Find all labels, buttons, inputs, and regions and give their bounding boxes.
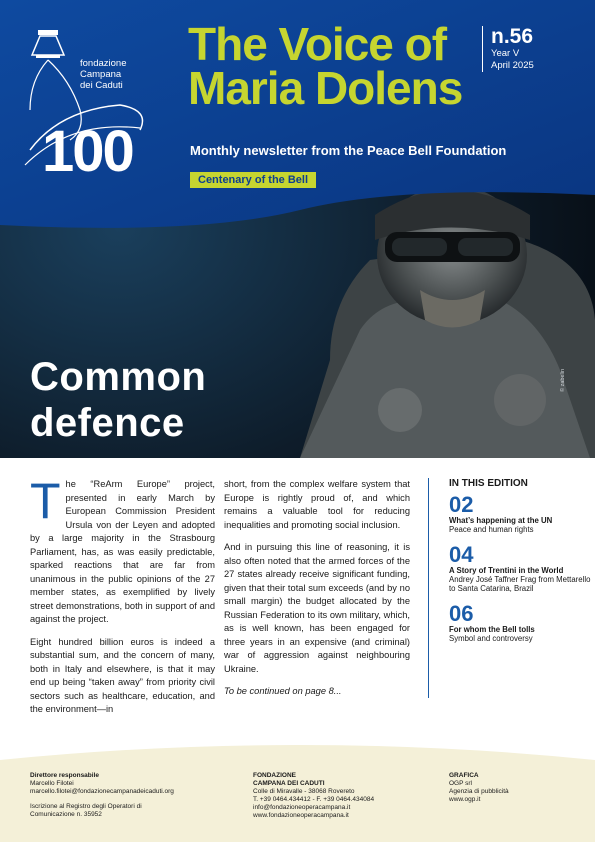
headline-line: defence bbox=[30, 401, 185, 445]
article-paragraph: Eight hundred billion euros is indeed a substantial sum, and the concern of many, both in Italy and elsewhere, is that it may end up being “taken away” from priority civil sectors such as healthcare, education, and the environment—in bbox=[30, 636, 215, 714]
newsletter-title bbox=[188, 18, 463, 114]
edition-item-title: A Story of Trentini in the World bbox=[449, 566, 564, 575]
continued-link[interactable]: To be continued on page 8... bbox=[224, 686, 342, 696]
foundation-phone: T. +39 0464.434412 - F. +39 0464.434084 bbox=[253, 796, 375, 803]
article-paragraph: short, from the complex welfare system that Europe is rightly proud of, and which remains a valuable tool for reducing inequalities and promoting social inclusion. bbox=[224, 479, 410, 530]
foundation-address: Colle di Miravalle - 38068 Rovereto bbox=[253, 788, 355, 795]
headline-line: Common bbox=[30, 355, 207, 399]
edition-page-number: 06 bbox=[449, 601, 474, 626]
footer-editor bbox=[30, 772, 174, 819]
newsletter-subtitle: Monthly newsletter from the Peace Bell Foundation bbox=[190, 143, 507, 158]
article-column-1 bbox=[30, 473, 215, 726]
article-paragraph: he “ReArm Europe” project, presented in early March by European Commission President Ursula von der Leyen and adopted by a large majority in the Strasbourg Parliament, has, as was easily predictable, sparked reactions that are far from unanimous in the public opinions of the 27 member states, as exemplified by lively street demonstrations, both in support of and against the project. bbox=[30, 479, 215, 624]
foundation-website[interactable]: www.fondazioneoperacampana.it bbox=[253, 812, 349, 819]
logo-org-line: dei Caduti bbox=[80, 80, 123, 91]
footer-label: Direttore responsabile bbox=[30, 772, 99, 779]
title-line: Maria Dolens bbox=[188, 62, 463, 114]
issue-year: Year V bbox=[491, 48, 520, 59]
footer-foundation bbox=[253, 772, 374, 820]
logo-org-line: fondazione bbox=[80, 58, 127, 69]
edition-item-subtitle: Peace and human rights bbox=[449, 525, 534, 534]
registry-text: Comunicazione n. 35952 bbox=[30, 811, 102, 818]
editor-name: Marcello Filotei bbox=[30, 780, 74, 787]
footer-label: GRAFICA bbox=[449, 772, 479, 779]
editor-email[interactable]: marcello.filotei@fondazionecampanadeicaduti.org bbox=[30, 788, 174, 795]
drop-cap: T bbox=[30, 473, 61, 529]
agency-name: OGP srl bbox=[449, 780, 472, 787]
edition-item[interactable] bbox=[449, 603, 595, 643]
issue-number: n.56 bbox=[491, 25, 534, 48]
issue-date: April 2025 bbox=[491, 60, 534, 71]
article-column-2 bbox=[224, 478, 410, 708]
agency-website[interactable]: www.ogp.it bbox=[449, 796, 481, 803]
foundation-email[interactable]: info@fondazioneoperacampana.it bbox=[253, 804, 351, 811]
edition-item-title: What’s happening at the UN bbox=[449, 516, 553, 525]
logo-org-name bbox=[80, 58, 126, 91]
edition-item-title: For whom the Bell tolls bbox=[449, 625, 535, 634]
edition-item[interactable] bbox=[449, 494, 595, 534]
registry-text: Iscrizione al Registro degli Operatori di bbox=[30, 803, 142, 810]
in-this-edition bbox=[428, 478, 595, 698]
issue-info bbox=[482, 26, 534, 72]
edition-item-subtitle: Andrey José Taffner Frag from Mettarello to Santa Catarina, Brazil bbox=[449, 575, 591, 593]
logo-org-line: Campana bbox=[80, 69, 122, 80]
edition-item[interactable] bbox=[449, 544, 595, 593]
footer-graphics bbox=[449, 772, 509, 804]
edition-page-number: 02 bbox=[449, 492, 474, 517]
edition-page-number: 04 bbox=[449, 542, 474, 567]
title-line: The Voice of bbox=[188, 18, 447, 70]
foundation-name: CAMPANA DEI CADUTI bbox=[253, 780, 325, 787]
edition-item-subtitle: Symbol and controversy bbox=[449, 634, 533, 643]
sidebar-heading: IN THIS EDITION bbox=[449, 478, 528, 489]
foundation-name: FONDAZIONE bbox=[253, 772, 296, 779]
agency-description: Agenzia di pubblicità bbox=[449, 788, 509, 795]
photo-credit: © zabelin bbox=[560, 368, 566, 392]
logo-100: 100 bbox=[42, 119, 133, 184]
article-paragraph: And in pursuing this line of reasoning, it is also often noted that the armed forces of the 27 states already receive significant funding, given that their total sum exceeds (and by no small margin) the budget allocated by the Russian Federation to its own military, which, as is well known, has been engaged for three years in an expensive (and criminal) war of aggression against neighbouring Ukraine. bbox=[224, 542, 410, 674]
cover-headline bbox=[30, 354, 206, 446]
centenary-badge: Centenary of the Bell bbox=[190, 172, 316, 188]
